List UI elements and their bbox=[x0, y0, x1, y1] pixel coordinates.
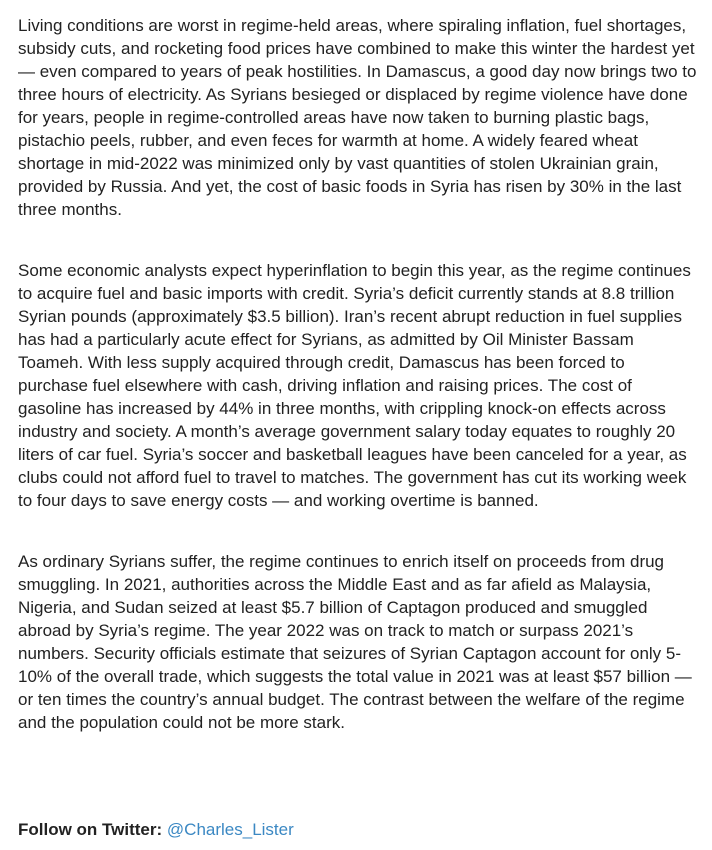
article-paragraph: Some economic analysts expect hyperinflation to begin this year, as the regime continues to acquire fuel and basic imports with credit. Syria’s deficit currently stands at 8.8 trillion Syrian pounds (approximately $3.5 billion). Iran’s recent abrupt reduction in fuel supplies has had a particularly acute effect for Syrians, as admitted by Oil Minister Bassam Toameh. With less supply acquired through credit, Damascus has been forced to purchase fuel elsewhere with cash, driving inflation and raising prices. The cost of gasoline has increased by 44% in three months, with crippling knock-on effects across industry and society. A month’s average government salary today equates to roughly 20 liters of car fuel. Syria’s soccer and basketball leagues have been canceled for a year, as clubs could not afford fuel to travel to matches. The government has cut its working week to four days to save energy costs — and working overtime is banned. bbox=[18, 261, 691, 510]
twitter-handle-link[interactable]: @Charles_Lister bbox=[166, 820, 294, 839]
article-paragraph: As ordinary Syrians suffer, the regime continues to enrich itself on proceeds from drug smuggling. In 2021, authorities across the Middle East and as far afield as Malaysia, Nigeria, and Sudan seized at least $5.7 billion of Captagon produced and smuggled abroad by Syria’s regime. The year 2022 was on track to match or surpass 2021’s numbers. Security officials estimate that seizures of Syrian Captagon account for only 5-10% of the overall trade, which suggests the total value in 2021 was at least $57 billion — or ten times the country’s annual budget. The contrast between the welfare of the regime and the population could not be more stark. bbox=[18, 552, 692, 732]
follow-line bbox=[18, 818, 294, 841]
article-paragraph: Living conditions are worst in regime-held areas, where spiraling inflation, fuel shortages, subsidy cuts, and rocketing food prices have combined to make this winter the hardest yet — even compared to years of peak hostilities. In Damascus, a good day now brings two to three hours of electricity. As Syrians besieged or displaced by regime violence have done for years, people in regime-controlled areas have now taken to burning plastic bags, pistachio peels, rubber, and even feces for warmth at home. A widely feared wheat shortage in mid-2022 was minimized only by vast quantities of stolen Ukrainian grain, provided by Russia. And yet, the cost of basic foods in Syria has risen by 30% in the last three months. bbox=[18, 16, 697, 219]
article-body bbox=[18, 14, 698, 734]
follow-label: Follow on Twitter: bbox=[18, 820, 163, 839]
